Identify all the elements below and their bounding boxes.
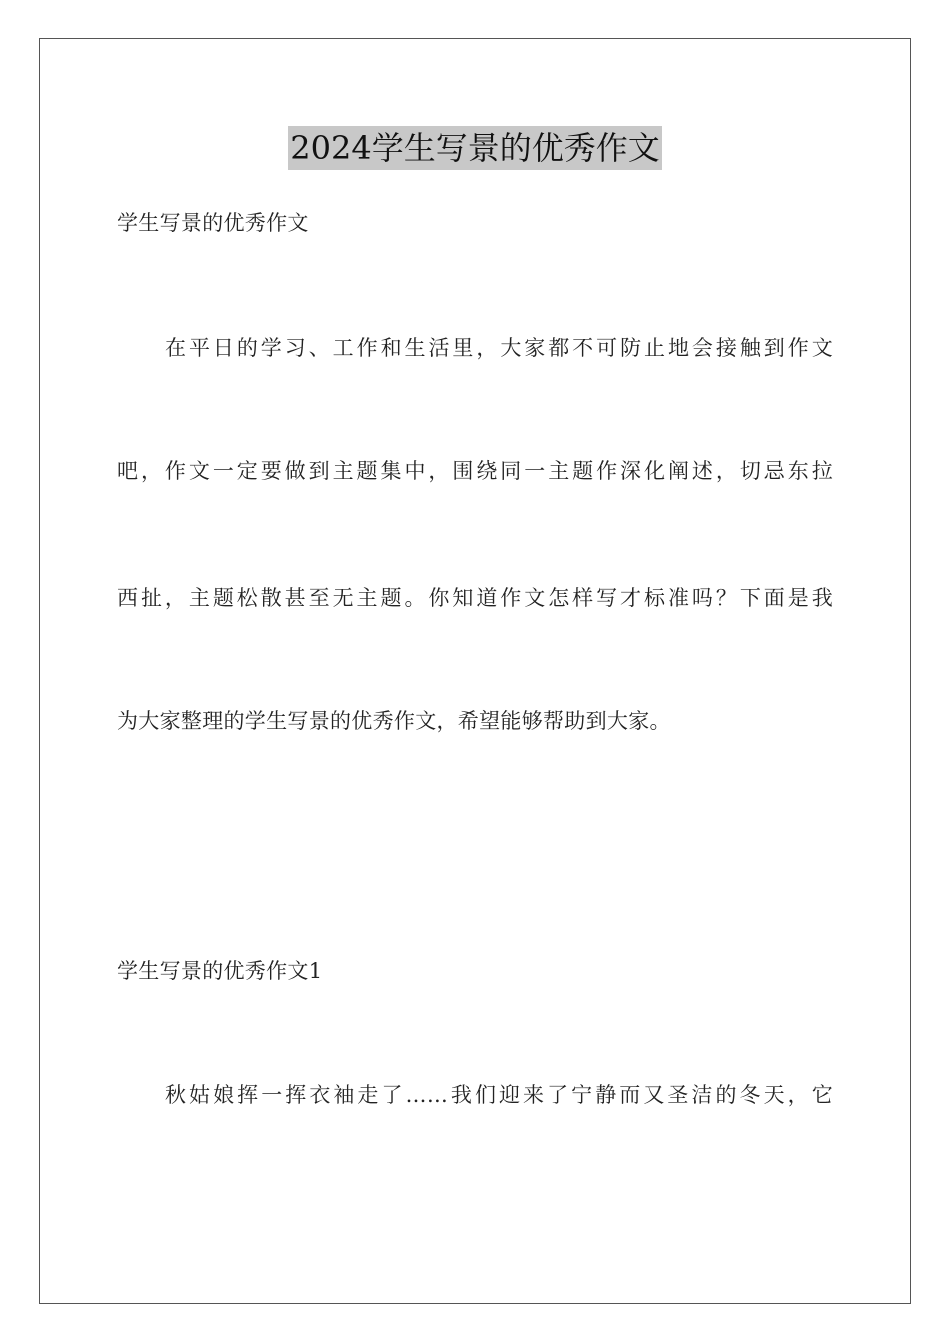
title-container	[0, 126, 950, 170]
document-subtitle: 学生写景的优秀作文	[117, 211, 309, 235]
paragraph-line: 秋姑娘挥一挥衣袖走了……我们迎来了宁静而又圣洁的冬天，它	[165, 1083, 833, 1107]
paragraph-line: 西扯，主题松散甚至无主题。你知道作文怎样写才标准吗？下面是我	[117, 586, 833, 610]
paragraph-line: 为大家整理的学生写景的优秀作文，希望能够帮助到大家。	[117, 709, 671, 733]
paragraph-line: 在平日的学习、工作和生活里，大家都不可防止地会接触到作文	[165, 336, 833, 360]
document-title: 2024学生写景的优秀作文	[288, 126, 661, 170]
paragraph-line: 吧，作文一定要做到主题集中，围绕同一主题作深化阐述，切忌东拉	[117, 459, 833, 483]
section-heading: 学生写景的优秀作文1	[117, 959, 323, 983]
